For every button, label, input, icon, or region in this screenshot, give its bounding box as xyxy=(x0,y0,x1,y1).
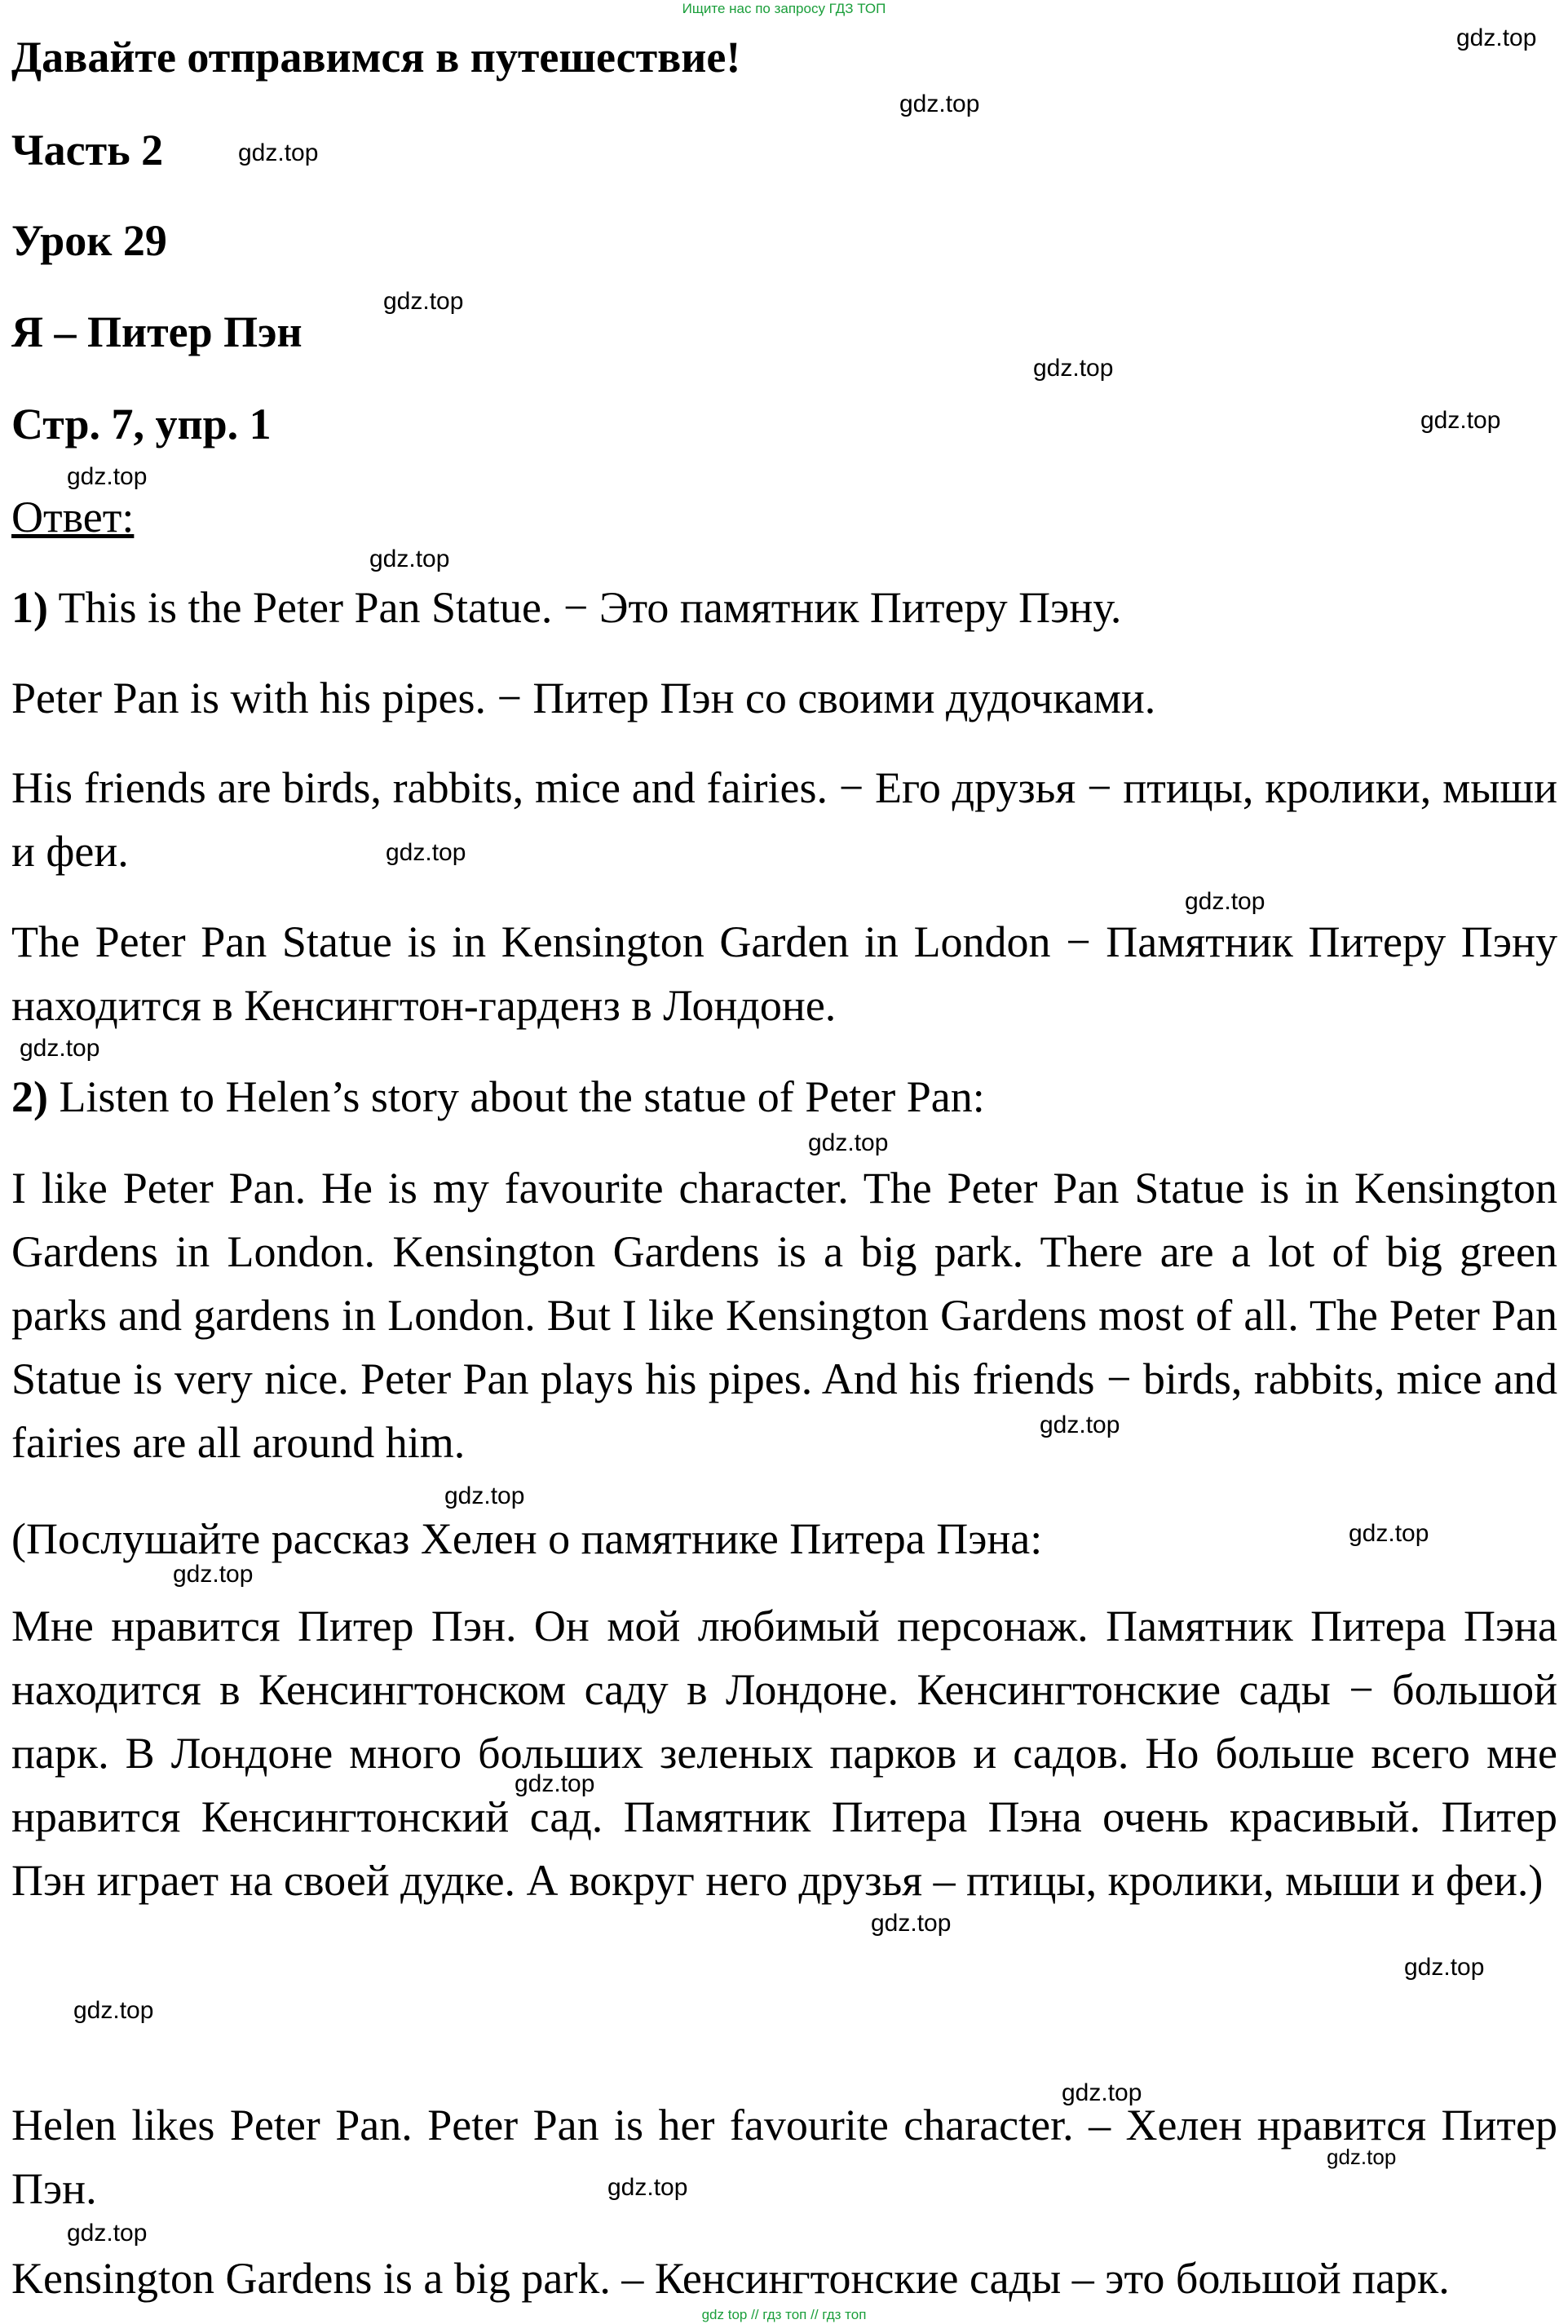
ex2-story-en: I like Peter Pan. He is my favourite character. The Peter Pan Statue is in Kensington Gardens in London. Kensington Gardens is a big park. There are a lot of big green parks and gardens in London. But I like Kensington Gardens most of all. The Peter Pan Statue is very nice. Peter Pan plays his pipes. And his friends − birds, rabbits, mice and fairies are all around him. xyxy=(11,1164,1557,1467)
ex1-number: 1) xyxy=(11,583,48,632)
watermark: gdz.top xyxy=(1349,1520,1429,1547)
ex1-line4: The Peter Pan Statue is in Kensington Garden in London − Памятник Питеру Пэну находится в Кенсингтон-гарденз в Лондоне. xyxy=(11,917,1557,1030)
watermark: gdz.top xyxy=(1420,407,1501,434)
topic-heading: Я – Питер Пэн xyxy=(11,307,303,356)
watermark: gdz.top xyxy=(383,288,464,315)
ex1-line1 xyxy=(11,576,1557,639)
part-heading: Часть 2 xyxy=(11,126,164,175)
summary-line1: Helen likes Peter Pan. Peter Pan is her favourite character. – Хелен нравится Питер Пэн. xyxy=(11,2101,1557,2213)
page-exercise-heading: Стр. 7, упр. 1 xyxy=(11,400,272,448)
watermark: gdz.top xyxy=(386,839,466,866)
watermark: gdz.top xyxy=(1040,1412,1120,1438)
watermark: gdz.top xyxy=(1327,2145,1397,2169)
watermark: gdz.top xyxy=(369,546,450,572)
watermark: gdz.top xyxy=(1062,2079,1142,2106)
watermark: gdz.top xyxy=(808,1129,889,1156)
ex2-intro-text: Listen to Helen’s story about the statue of Peter Pan: xyxy=(47,1072,985,1121)
top-banner[interactable]: Ищите нас по запросу ГДЗ ТОП xyxy=(682,1,886,16)
bottom-banner: gdz top // гдз топ // гдз топ xyxy=(701,2307,867,2322)
ex2-intro xyxy=(11,1065,1557,1129)
ex2-number: 2) xyxy=(11,1072,48,1121)
watermark: gdz.top xyxy=(1404,1954,1485,1981)
module-title: Давайте отправимся в путешествие! xyxy=(11,33,741,82)
watermark: gdz.top xyxy=(444,1482,525,1509)
watermark: gdz.top xyxy=(67,463,148,490)
ex1-line3: His friends are birds, rabbits, mice and fairies. − Его друзья − птицы, кролики, мыши и феи. xyxy=(11,763,1557,876)
summary-line2: Kensington Gardens is a big park. – Кенсингтонские сады – это большой парк. xyxy=(11,2254,1450,2303)
watermark: gdz.top xyxy=(871,1910,952,1937)
watermark: gdz.top xyxy=(173,1561,254,1588)
ex1-line2: Peter Pan is with his pipes. − Питер Пэн со своими дудочками. xyxy=(11,674,1156,722)
ex2-story-ru: Мне нравится Питер Пэн. Он мой любимый персонаж. Памятник Питера Пэна находится в Кенсингтонском саду в Лондоне. Кенсингтонские сады − большой парк. В Лондоне много больших зеленых парков и садов. Но больше всего мне нравится Кенсингтонский сад. Памятник Питера Пэна очень красивый. Питер Пэн играет на своей дудке. А вокруг него друзья – птицы, кролики, мыши и феи.) xyxy=(11,1602,1557,1905)
lesson-heading: Урок 29 xyxy=(11,216,167,265)
watermark: gdz.top xyxy=(67,2220,148,2247)
watermark: gdz.top xyxy=(1033,355,1114,382)
answer-label: Ответ: xyxy=(11,493,135,541)
watermark: gdz.top xyxy=(515,1770,595,1797)
ex1-line1-text: This is the Peter Pan Statue. − Это памятник Питеру Пэну. xyxy=(47,583,1122,632)
watermark: gdz.top xyxy=(607,2174,688,2201)
watermark: gdz.top xyxy=(1185,888,1265,915)
watermark: gdz.top xyxy=(73,1997,154,2024)
watermark: gdz.top xyxy=(1456,24,1537,51)
watermark: gdz.top xyxy=(20,1035,100,1062)
watermark: gdz.top xyxy=(899,91,980,117)
watermark: gdz.top xyxy=(238,139,319,166)
ex2-intro-ru: (Послушайте рассказ Хелен о памятнике Питера Пэна: xyxy=(11,1514,1043,1563)
